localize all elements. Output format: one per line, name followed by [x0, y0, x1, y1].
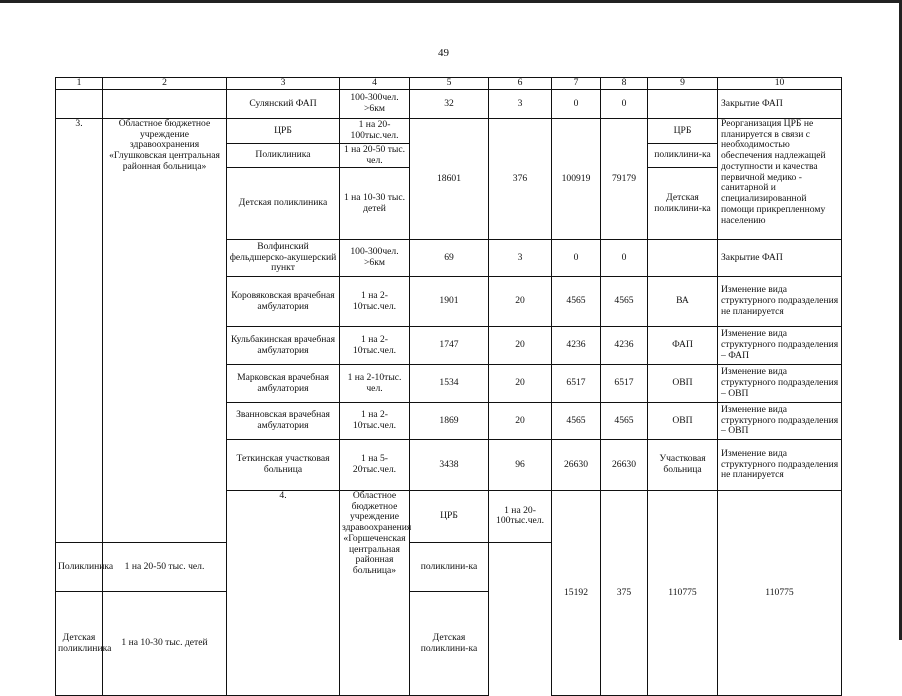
value-cell: 1747	[410, 327, 489, 365]
norm-cell: 1 на 2-10тыс.чел.	[340, 403, 410, 440]
organization-cell: Областное бюджетное учреждение здравоохранения «Горшеченская центральная районная больница»	[340, 491, 410, 696]
unit-cell: Детская поликлиника	[227, 168, 340, 240]
value-cell: 0	[552, 90, 601, 119]
value-cell: 3	[489, 240, 552, 277]
type-cell: ОВП	[648, 365, 718, 403]
unit-cell: ЦРБ	[227, 119, 340, 144]
value-cell: 375	[601, 491, 648, 696]
value-cell: 376	[489, 119, 552, 240]
norm-cell: 100-300чел. >6км	[340, 90, 410, 119]
type-cell: ФАП	[648, 327, 718, 365]
page-number: 49	[438, 47, 449, 59]
type-cell	[648, 240, 718, 277]
facilities-table	[55, 77, 842, 696]
value-cell: 6517	[601, 365, 648, 403]
measure-cell: Изменение вида структурного подразделения не планируется	[718, 277, 842, 327]
value-cell: 4565	[552, 277, 601, 327]
value-cell: 4565	[552, 403, 601, 440]
value-cell: 4236	[552, 327, 601, 365]
measure-cell: Закрытие ФАП	[718, 240, 842, 277]
norm-cell: 1 на 2-10тыс.чел.	[340, 277, 410, 327]
column-header: 5	[410, 78, 489, 90]
column-header: 9	[648, 78, 718, 90]
value-cell: 1901	[410, 277, 489, 327]
unit-cell: Поликлиника	[56, 542, 103, 592]
row-number-cell: 3.	[56, 119, 103, 543]
norm-cell: 1 на 5-20тыс.чел.	[340, 440, 410, 491]
norm-cell: 1 на 20-50 тыс. чел.	[103, 542, 227, 592]
unit-cell: Званновская врачебная амбулатория	[227, 403, 340, 440]
row-number-cell	[56, 90, 103, 119]
value-cell: 110775	[718, 491, 842, 696]
type-cell: ЦРБ	[648, 119, 718, 144]
measure-cell: Изменение вида структурного подразделения – ОВП	[718, 403, 842, 440]
unit-cell: Кульбакинская врачебная амбулатория	[227, 327, 340, 365]
value-cell: 0	[601, 90, 648, 119]
column-header: 3	[227, 78, 340, 90]
table-row	[56, 119, 842, 144]
value-cell: 26630	[552, 440, 601, 491]
value-cell: 26630	[601, 440, 648, 491]
column-header: 1	[56, 78, 103, 90]
value-cell: 20	[489, 403, 552, 440]
column-header: 10	[718, 78, 842, 90]
column-header: 6	[489, 78, 552, 90]
unit-cell: ЦРБ	[410, 491, 489, 543]
value-cell: 96	[489, 440, 552, 491]
norm-cell: 1 на 20-100тыс.чел.	[340, 119, 410, 144]
value-cell: 4236	[601, 327, 648, 365]
page-top-border	[0, 0, 902, 3]
type-cell: Участковая больница	[648, 440, 718, 491]
value-cell: 110775	[648, 491, 718, 696]
organization-cell: Областное бюджетное учреждение здравоохранения «Глушковская центральная районная больница»	[103, 119, 227, 543]
measure-cell: Закрытие ФАП	[718, 90, 842, 119]
type-cell: Детская поликлини-ка	[410, 592, 489, 696]
value-cell: 18601	[410, 119, 489, 240]
value-cell: 69	[410, 240, 489, 277]
measure-cell: Изменение вида структурного подразделения – ОВП	[718, 365, 842, 403]
measure-cell: Изменение вида структурного подразделения – ФАП	[718, 327, 842, 365]
type-cell: ВА	[648, 277, 718, 327]
value-cell: 3	[489, 90, 552, 119]
value-cell: 20	[489, 277, 552, 327]
unit-cell: Марковская врачебная амбулатория	[227, 365, 340, 403]
value-cell: 32	[410, 90, 489, 119]
value-cell: 6517	[552, 365, 601, 403]
value-cell: 79179	[601, 119, 648, 240]
unit-cell: Поликлиника	[227, 144, 340, 168]
value-cell: 15192	[552, 491, 601, 696]
norm-cell: 100-300чел. >6км	[340, 240, 410, 277]
norm-cell: 1 на 2-10тыс.чел.	[340, 327, 410, 365]
column-header: 8	[601, 78, 648, 90]
type-cell: поликлини-ка	[648, 144, 718, 168]
table-row	[56, 90, 842, 119]
value-cell: 0	[552, 240, 601, 277]
norm-cell: 1 на 20-50 тыс. чел.	[340, 144, 410, 168]
norm-cell: 1 на 20-100тыс.чел.	[489, 491, 552, 543]
row-number-cell: 4.	[227, 491, 340, 696]
value-cell: 20	[489, 365, 552, 403]
organization-cell	[103, 90, 227, 119]
unit-cell: Теткинская участковая больница	[227, 440, 340, 491]
measure-cell: Реорганизация ЦРБ не планируется в связи с необходимостью обеспечения надлежащей доступности и качества первичной медико - санитарной и специализированной помощи прикрепленному населению	[718, 119, 842, 240]
norm-cell: 1 на 2-10тыс. чел.	[340, 365, 410, 403]
unit-cell: Волфинский фельдшерско-акушерский пункт	[227, 240, 340, 277]
unit-cell: Коровяковская врачебная амбулатория	[227, 277, 340, 327]
column-header: 2	[103, 78, 227, 90]
value-cell: 100919	[552, 119, 601, 240]
value-cell: 20	[489, 327, 552, 365]
value-cell: 1869	[410, 403, 489, 440]
type-cell: Детская поликлини-ка	[648, 168, 718, 240]
value-cell: 3438	[410, 440, 489, 491]
value-cell: 4565	[601, 277, 648, 327]
unit-cell: Сулянский ФАП	[227, 90, 340, 119]
column-header: 7	[552, 78, 601, 90]
value-cell: 4565	[601, 403, 648, 440]
type-cell: ОВП	[648, 403, 718, 440]
measure-cell: Изменение вида структурного подразделения не планируется	[718, 440, 842, 491]
unit-cell: Детская поликлиника	[56, 592, 103, 696]
column-header: 4	[340, 78, 410, 90]
norm-cell: 1 на 10-30 тыс. детей	[340, 168, 410, 240]
type-cell	[648, 90, 718, 119]
header-row	[56, 78, 842, 90]
type-cell: поликлини-ка	[410, 542, 489, 592]
value-cell: 0	[601, 240, 648, 277]
norm-cell: 1 на 10-30 тыс. детей	[103, 592, 227, 696]
value-cell: 1534	[410, 365, 489, 403]
